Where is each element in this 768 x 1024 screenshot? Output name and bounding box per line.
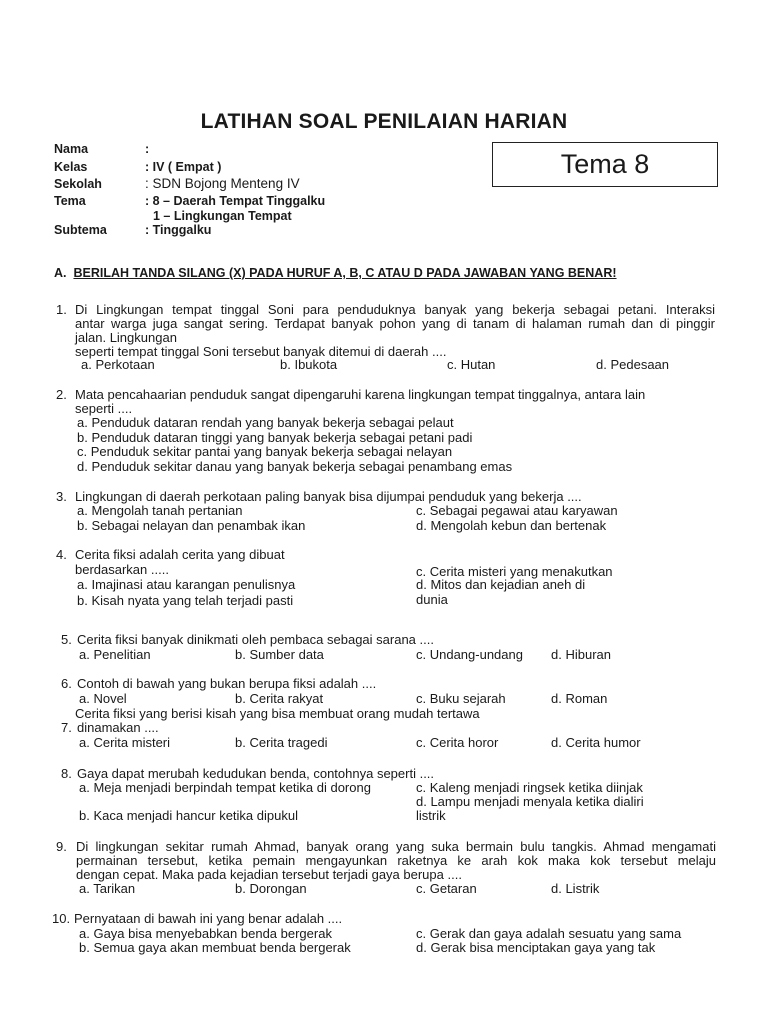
question-text-line: antar warga juga sangat sering. Terdapat banyak pohon yang di tanam di halaman rumah dan di pinggir bbox=[75, 316, 715, 331]
option-a: a. Gaya bisa menyebabkan benda bergerak bbox=[79, 926, 332, 941]
option-a: a. Imajinasi atau karangan penulisnya bbox=[77, 577, 296, 592]
field-value-tema-line2: 1 – Lingkungan Tempat bbox=[153, 209, 292, 223]
option-d: d. Roman bbox=[551, 691, 608, 706]
tema-box: Tema 8 bbox=[492, 142, 718, 187]
question-text-line: Mata pencahaarian penduduk sangat dipengaruhi karena lingkungan tempat tinggalnya, antara lain bbox=[75, 387, 646, 402]
option-c: c. Penduduk sekitar pantai yang banyak bekerja sebagai nelayan bbox=[77, 444, 453, 459]
question-text-line: Cerita fiksi banyak dinikmati oleh pembaca sebagai sarana .... bbox=[77, 632, 434, 647]
page-title: LATIHAN SOAL PENILAIAN HARIAN bbox=[200, 110, 568, 133]
question-text-line: Di Lingkungan tempat tinggal Soni para penduduknya banyak yang bekerja sebagai petani. Interaksi bbox=[75, 302, 715, 317]
section-letter: A. bbox=[54, 266, 67, 280]
option-c: c. Undang-undang bbox=[416, 647, 523, 662]
question-number: 3. bbox=[56, 489, 67, 504]
question-text-line: dinamakan .... bbox=[77, 720, 159, 735]
option-d: d. Gerak bisa menciptakan gaya yang tak bbox=[416, 940, 656, 955]
option-b: b. Cerita rakyat bbox=[235, 691, 324, 706]
option-d: d. Mitos dan kejadian aneh di bbox=[416, 577, 586, 592]
question-text-line: Di lingkungan sekitar rumah Ahmad, banyak orang yang suka bermain bulu tangkis. Ahmad mengamati bbox=[76, 839, 716, 854]
question-text-line: Cerita fiksi yang berisi kisah yang bisa membuat orang mudah tertawa bbox=[75, 706, 480, 721]
field-value-nama: : bbox=[145, 142, 150, 156]
question-number: 4. bbox=[56, 547, 67, 562]
question-text-line: Cerita fiksi adalah cerita yang dibuat bbox=[75, 547, 285, 562]
option-d-cont: listrik bbox=[416, 808, 446, 823]
option-a: a. Cerita misteri bbox=[79, 735, 171, 750]
option-c: c. Sebagai pegawai atau karyawan bbox=[416, 503, 618, 518]
question-number: 8. bbox=[61, 766, 72, 781]
field-value-kelas: : IV ( Empat ) bbox=[145, 160, 222, 174]
option-c: c. Cerita horor bbox=[416, 735, 499, 750]
option-d-cont: dunia bbox=[416, 592, 448, 607]
question-number: 2. bbox=[56, 387, 67, 402]
option-d: d. Cerita humor bbox=[551, 735, 641, 750]
option-d: d. Listrik bbox=[551, 881, 600, 896]
question-text-line: jalan. Lingkungan bbox=[75, 330, 177, 345]
field-value-subtema: : Tinggalku bbox=[145, 223, 212, 237]
option-a: a. Novel bbox=[79, 691, 127, 706]
question-text-line: Pernyataan di bawah ini yang benar adalah .... bbox=[74, 911, 343, 926]
question-number: 9. bbox=[56, 839, 67, 854]
option-a: a. Penduduk dataran rendah yang banyak bekerja sebagai pelaut bbox=[77, 415, 454, 430]
option-c: c. Kaleng menjadi ringsek ketika diinjak bbox=[416, 780, 643, 795]
option-a: a. Mengolah tanah pertanian bbox=[77, 503, 243, 518]
option-c: c. Getaran bbox=[416, 881, 477, 896]
option-c: c. Hutan bbox=[447, 357, 496, 372]
field-value-tema: : 8 – Daerah Tempat Tinggalku bbox=[145, 194, 326, 208]
option-d: d. Lampu menjadi menyala ketika dialiri bbox=[416, 794, 644, 809]
option-b: b. Semua gaya akan membuat benda bergerak bbox=[79, 940, 351, 955]
question-text-line: berdasarkan ..... bbox=[75, 562, 169, 577]
question-text-line: Lingkungan di daerah perkotaan paling banyak bisa dijumpai penduduk yang bekerja .... bbox=[75, 489, 582, 504]
option-b: b. Ibukota bbox=[280, 357, 338, 372]
option-b: b. Sebagai nelayan dan penambak ikan bbox=[77, 518, 306, 533]
field-label-sekolah: Sekolah bbox=[54, 177, 102, 191]
option-c: c. Cerita misteri yang menakutkan bbox=[416, 564, 613, 579]
option-a: a. Penelitian bbox=[79, 647, 151, 662]
question-number: 1. bbox=[56, 302, 67, 317]
question-number: 7. bbox=[61, 720, 72, 735]
option-a: a. Tarikan bbox=[79, 881, 136, 896]
question-text-line: Contoh di bawah yang bukan berupa fiksi adalah .... bbox=[77, 676, 377, 691]
option-c: c. Gerak dan gaya adalah sesuatu yang sama bbox=[416, 926, 682, 941]
section-text: BERILAH TANDA SILANG (X) PADA HURUF A, B, C ATAU D PADA JAWABAN YANG BENAR! bbox=[73, 266, 617, 280]
question-text-line: seperti tempat tinggal Soni tersebut banyak ditemui di daerah .... bbox=[75, 344, 447, 359]
option-b: b. Sumber data bbox=[235, 647, 324, 662]
option-d: d. Pedesaan bbox=[596, 357, 670, 372]
option-a: a. Perkotaan bbox=[81, 357, 155, 372]
option-b: b. Dorongan bbox=[235, 881, 307, 896]
option-c: c. Buku sejarah bbox=[416, 691, 506, 706]
section-a-instruction bbox=[54, 266, 617, 280]
field-label-nama: Nama bbox=[54, 142, 89, 156]
option-b: b. Kaca menjadi hancur ketika dipukul bbox=[79, 808, 298, 823]
question-number: 6. bbox=[61, 676, 72, 691]
option-d: d. Mengolah kebun dan bertenak bbox=[416, 518, 607, 533]
question-number: 10. bbox=[52, 911, 71, 926]
question-text-line: dengan cepat. Maka pada kejadian tersebut terjadi gaya berupa .... bbox=[76, 867, 462, 882]
option-d: d. Penduduk sekitar danau yang banyak bekerja sebagai penambang emas bbox=[77, 459, 513, 474]
option-d: d. Hiburan bbox=[551, 647, 611, 662]
field-label-tema: Tema bbox=[54, 194, 86, 208]
option-b: b. Penduduk dataran tinggi yang banyak bekerja sebagai petani padi bbox=[77, 430, 473, 445]
option-b: b. Cerita tragedi bbox=[235, 735, 328, 750]
field-label-kelas: Kelas bbox=[54, 160, 88, 174]
question-text-line: Gaya dapat merubah kedudukan benda, contohnya seperti .... bbox=[77, 766, 435, 781]
option-b: b. Kisah nyata yang telah terjadi pasti bbox=[77, 593, 294, 608]
question-text-line: seperti .... bbox=[75, 401, 133, 416]
field-value-sekolah: : SDN Bojong Menteng IV bbox=[145, 176, 300, 191]
question-text-line: permainan tersebut, ketika pemain mengayunkan raketnya ke arah kok maka kok tersebut melaju bbox=[76, 853, 716, 868]
question-number: 5. bbox=[61, 632, 72, 647]
option-a: a. Meja menjadi berpindah tempat ketika di dorong bbox=[79, 780, 371, 795]
field-label-subtema: Subtema bbox=[54, 223, 107, 237]
